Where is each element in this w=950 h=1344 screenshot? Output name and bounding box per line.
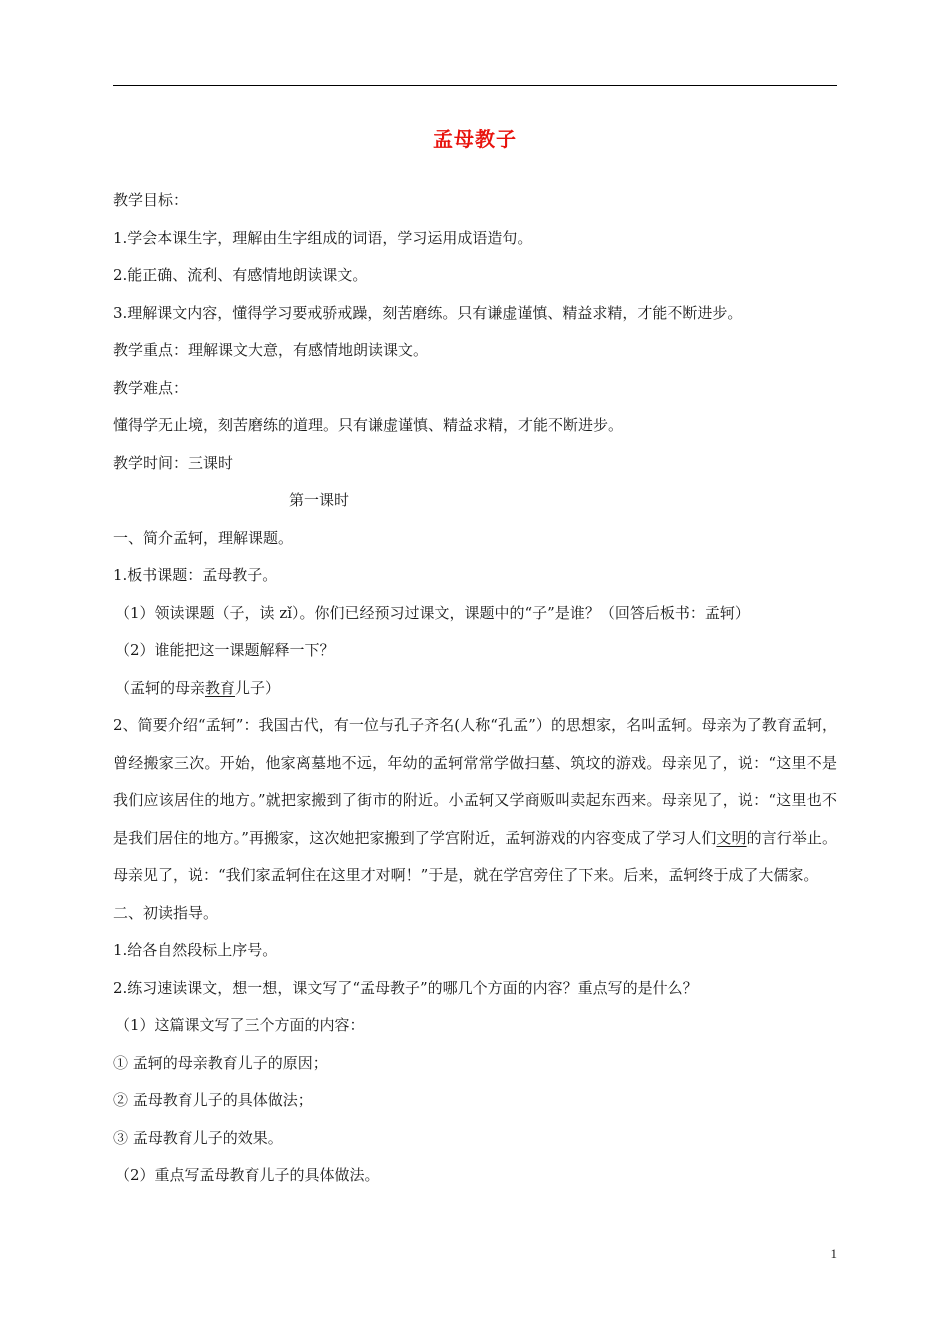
item2-text-b: 的言行举止。母亲见了，说：“我们家孟轲住在这里才对啊！”于是，就在学宫旁住了下来。后来，孟轲终于成了大儒家。 (113, 828, 837, 884)
part1-sub-2: （2）谁能把这一课题解释一下？ (115, 641, 335, 659)
part1-item-1: 1.板书课题：孟母教子。 (113, 566, 278, 584)
part1-item-2 (113, 707, 837, 895)
page-number: 1 (830, 1246, 837, 1261)
answer-prefix: （孟轲的母亲 (115, 678, 206, 697)
teaching-time: 教学时间：三课时 (113, 453, 234, 472)
part1-sub-1: （1）领读课题（子，读 zǐ）。你们已经预习过课文，课题中的“子”是谁？（回答后板书：孟轲） (115, 603, 750, 622)
part2-sub-1: （1）这篇课文写了三个方面的内容： (115, 1016, 365, 1034)
answer-underlined: 教育 (205, 678, 236, 697)
goal-item-2: 2.能正确、流利、有感情地朗读课文。 (113, 266, 368, 284)
part2-point-2: ② 孟母教育儿子的具体做法； (113, 1091, 313, 1109)
part2-item-1: 1.给各自然段标上序号。 (113, 941, 278, 959)
goals-heading: 教学目标： (113, 191, 189, 209)
part2-sub-2: （2）重点写孟母教育儿子的具体做法。 (115, 1166, 380, 1184)
session-title: 第一课时 (289, 491, 350, 509)
part2-point-3: ③ 孟母教育儿子的效果。 (113, 1128, 283, 1147)
header-rule (113, 85, 837, 86)
part2-item-2: 2.练习速读课文，想一想，课文写了“孟母教子”的哪几个方面的内容？重点写的是什么？ (113, 978, 698, 997)
item2-text-a: 2、简要介绍“孟轲”：我国古代，有一位与孔子齐名(人称“孔孟”）的思想家，名叫孟轲。母亲为了教育孟轲，曾经搬家三次。开始，他家离墓地不远，年幼的孟轲常常学做扫墓、筑坟的游戏。母亲见了，说：“这里不是我们应该居住的地方。”就把家搬到了街市的附近。小孟轲又学商贩叫卖起东西来。母亲见了，说：“这里也不是我们居住的地方。”再搬家，这次她把家搬到了学宫附近，孟轲游戏的内容变成了学习人们 (113, 716, 837, 847)
part2-heading: 二、初读指导。 (113, 903, 219, 922)
document-title: 孟母教子 (433, 127, 517, 151)
goal-item-1: 1.学会本课生字，理解由生字组成的词语，学习运用成语造句。 (113, 228, 533, 247)
part1-answer (113, 670, 837, 708)
part2-point-1: ① 孟轲的母亲教育儿子的原因； (113, 1053, 328, 1072)
goal-item-3: 3.理解课文内容，懂得学习要戒骄戒躁，刻苦磨练。只有谦虚谨慎、精益求精，才能不断进步。 (113, 303, 743, 322)
difficulty-heading: 教学难点： (113, 378, 189, 397)
item2-underlined: 文明 (716, 828, 747, 847)
part1-heading: 一、简介孟轲，理解课题。 (113, 528, 294, 547)
document-body (113, 182, 837, 1195)
answer-suffix: 儿子） (235, 678, 281, 697)
key-point: 教学重点：理解课文大意，有感情地朗读课文。 (113, 341, 429, 359)
difficulty-text: 懂得学无止境，刻苦磨练的道理。只有谦虚谨慎、精益求精，才能不断进步。 (113, 416, 624, 434)
